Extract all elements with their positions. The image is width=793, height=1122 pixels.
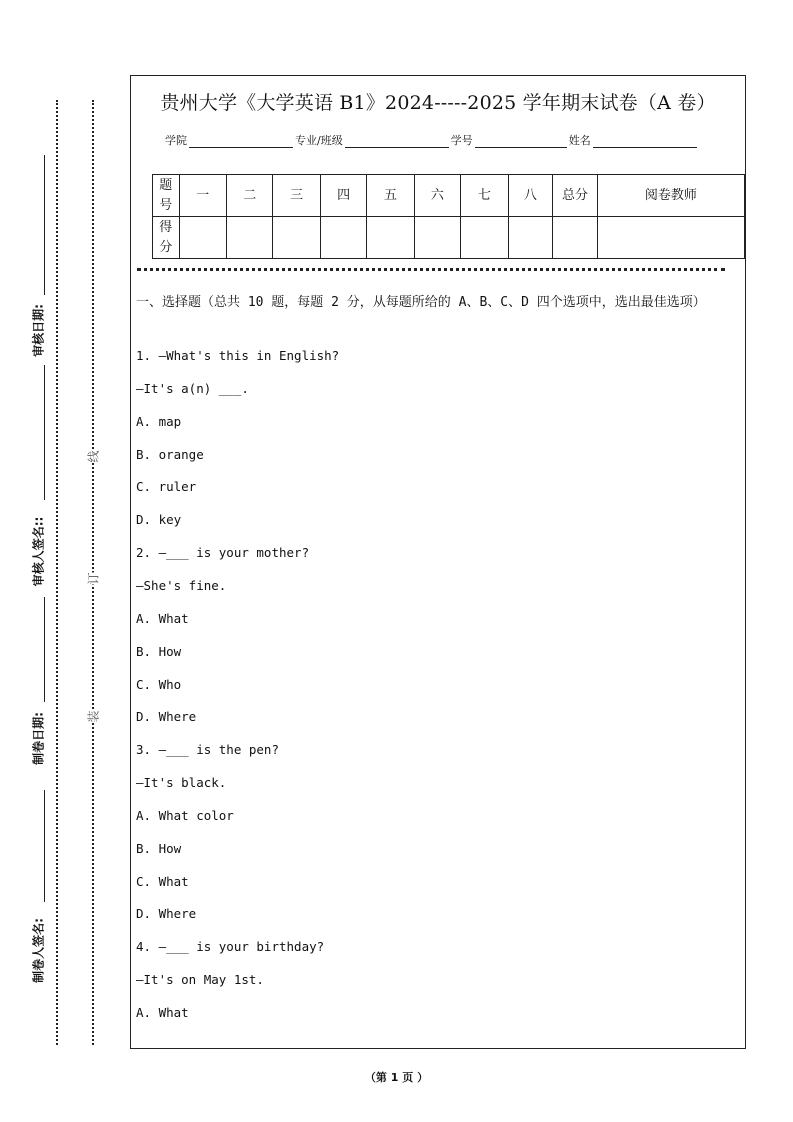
- answer-option: D. key: [136, 512, 182, 528]
- column-header: 一: [179, 175, 226, 217]
- row-label-question-number: 题号: [153, 175, 180, 217]
- question-line: —It's a(n) ___.: [136, 380, 249, 396]
- reviewer-signature-label: 审核人签名::: [31, 516, 46, 587]
- column-header: 六: [414, 175, 460, 217]
- column-header: 阅卷教师: [597, 175, 744, 217]
- question-line: 3. —___ is the pen?: [136, 742, 279, 758]
- name-field[interactable]: [593, 135, 697, 148]
- paper-maker-signature-label: 制卷人签名:: [31, 918, 46, 983]
- exam-content-box: [130, 75, 746, 1049]
- question-line: 4. —___ is your birthday?: [136, 939, 325, 955]
- score-cell[interactable]: [414, 217, 460, 259]
- answer-option: D. Where: [136, 906, 197, 922]
- answer-option: A. What: [136, 610, 189, 626]
- major-class-field[interactable]: [345, 135, 449, 148]
- answer-option: C. Who: [136, 676, 182, 692]
- answer-option: B. orange: [136, 446, 204, 462]
- binding-mark-line: 线: [86, 450, 101, 463]
- paper-date-label: 制卷日期:: [31, 712, 46, 765]
- column-header: 二: [227, 175, 273, 217]
- binding-mark-staple: 订: [86, 572, 101, 585]
- question-line: 1. —What's this in English?: [136, 348, 340, 363]
- field-label-college: 学院: [165, 134, 187, 147]
- binding-mark-bind: 装: [86, 710, 101, 723]
- answer-option: C. What: [136, 873, 189, 889]
- question-line: —It's black.: [136, 775, 227, 791]
- score-cell[interactable]: [179, 217, 226, 259]
- page-title: 贵州大学《大学英语 B1》2024-----2025 学年期末试卷（A 卷）: [160, 92, 716, 114]
- column-header: 总分: [553, 175, 598, 217]
- signature-line: [44, 790, 45, 902]
- student-id-field[interactable]: [475, 135, 567, 148]
- answer-option: B. How: [136, 643, 182, 659]
- review-date-label: 审核日期:: [31, 304, 46, 357]
- score-table: [152, 174, 745, 259]
- signature-line: [44, 365, 45, 500]
- column-header: 七: [461, 175, 508, 217]
- score-cell[interactable]: [597, 217, 744, 259]
- score-cell[interactable]: [461, 217, 508, 259]
- answer-option: D. Where: [136, 709, 197, 725]
- college-field[interactable]: [189, 135, 293, 148]
- answer-option: C. ruler: [136, 479, 197, 495]
- row-label-score: 得分: [153, 217, 180, 259]
- dotted-separator: [137, 268, 725, 271]
- question-line: —She's fine.: [136, 577, 227, 593]
- section-heading: 一、选择题（总共 10 题，每题 2 分，从每题所给的 A、B、C、D 四个选项中，选出最佳选项）: [136, 295, 706, 310]
- score-cell[interactable]: [227, 217, 273, 259]
- score-cell[interactable]: [273, 217, 320, 259]
- answer-option: A. map: [136, 413, 182, 429]
- column-header: 五: [367, 175, 414, 217]
- binding-dotted-line-outer: [56, 100, 58, 1045]
- answer-option: B. How: [136, 840, 182, 856]
- signature-line: [44, 155, 45, 295]
- signature-line: [44, 597, 45, 702]
- score-cell[interactable]: [367, 217, 414, 259]
- score-cell[interactable]: [320, 217, 366, 259]
- column-header: 八: [508, 175, 553, 217]
- score-cell[interactable]: [508, 217, 553, 259]
- answer-option: A. What: [136, 1005, 189, 1020]
- page-number: （第 1 页 ）: [364, 1071, 429, 1084]
- column-header: 四: [320, 175, 366, 217]
- student-info-row: [165, 132, 699, 148]
- question-line: —It's on May 1st.: [136, 972, 264, 988]
- field-label-name: 姓名: [568, 134, 591, 147]
- field-label-major-class: 专业/班级: [295, 134, 343, 147]
- question-line: 2. —___ is your mother?: [136, 545, 310, 561]
- answer-option: A. What color: [136, 807, 234, 823]
- field-label-student-id: 学号: [450, 134, 473, 147]
- score-cell[interactable]: [553, 217, 598, 259]
- column-header: 三: [273, 175, 320, 217]
